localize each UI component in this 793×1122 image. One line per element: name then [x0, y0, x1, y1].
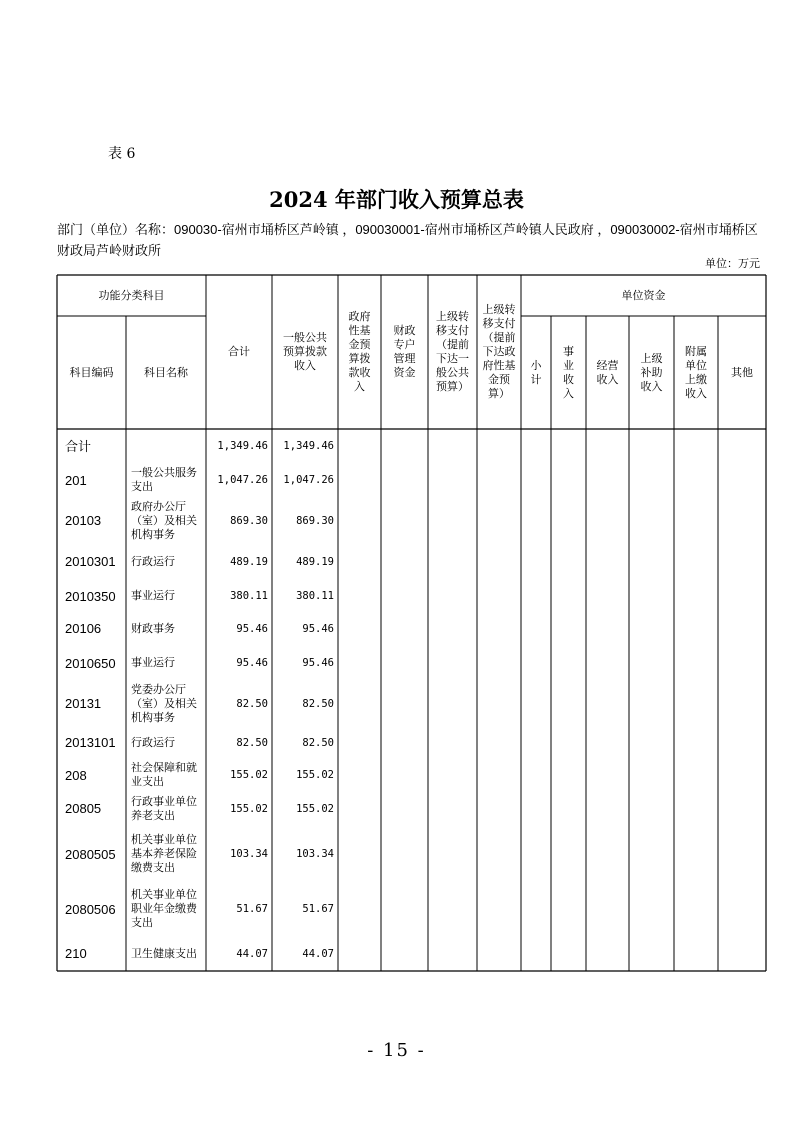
- header-subject-name: 科目名称: [144, 365, 188, 379]
- row-subject-code: 20106: [65, 621, 102, 636]
- row-general-budget: 155.02: [296, 802, 334, 815]
- row-subject-name: 党委办公厅（室）及相关机构事务: [131, 682, 197, 724]
- row-general-budget: 1,047.26: [283, 474, 334, 486]
- row-subject-name: 行政事业单位养老支出: [131, 794, 197, 822]
- row-subject-name: 政府办公厅（室）及相关机构事务: [131, 499, 197, 541]
- row-subject-code: 208: [65, 767, 87, 783]
- row-subject-code: 210: [65, 946, 87, 961]
- row-total: 1,047.26: [217, 474, 268, 486]
- header-upper-transfer-general: 上级转移支付（提前下达一般公共预算）: [436, 310, 469, 393]
- row-general-budget: 155.02: [296, 769, 334, 781]
- row-subject-name: 卫生健康支出: [131, 946, 197, 960]
- row-subject-name: 机关事业单位基本养老保险缴费支出: [131, 833, 197, 874]
- header-gov-fund: 政府性基金预算拨款收入: [348, 310, 371, 393]
- header-upper-transfer-fund: 上级转移支付（提前下达政府性基金预算）: [482, 303, 516, 400]
- row-subject-name: 事业运行: [131, 589, 175, 602]
- header-operating-income: 经营收入: [596, 358, 619, 386]
- header-subject-code: 科目编码: [69, 365, 114, 379]
- row-subject-code: 20131: [65, 696, 102, 711]
- row-general-budget: 95.46: [302, 622, 334, 635]
- header-upper-subsidy: 上级补助收入: [640, 351, 663, 393]
- row-general-budget: 380.11: [296, 590, 334, 602]
- unit-label: 单位：万元: [705, 257, 760, 270]
- row-subject-name: 社会保障和就业支出: [131, 761, 197, 788]
- row-general-budget: 103.34: [296, 848, 334, 860]
- page-title: 2024 年部门收入预算总表: [269, 187, 524, 212]
- row-subject-code: 合计: [65, 439, 92, 454]
- department-line: 部门（单位）名称：090030-宿州市埇桥区芦岭镇 ，090030001-宿州市埇桥区芦岭镇人民政府 ，090030002-宿州市埇桥区财政局芦岭财政所: [57, 222, 758, 258]
- row-subject-code: 20805: [65, 801, 102, 816]
- row-subject-code: 2080505: [65, 846, 116, 862]
- header-subtotal: 小计: [530, 358, 542, 386]
- row-subject-code: 201: [65, 472, 87, 488]
- page-number: - 15 -: [367, 1040, 426, 1061]
- row-general-budget: 95.46: [302, 657, 334, 669]
- row-subject-name: 机关事业单位职业年金缴费支出: [131, 888, 197, 929]
- row-total: 155.02: [230, 802, 268, 815]
- header-total: 合计: [228, 345, 250, 358]
- header-general-budget: 一般公共预算拨款收入: [283, 331, 327, 372]
- row-subject-name: 行政运行: [131, 554, 175, 568]
- row-total: 103.34: [230, 848, 268, 860]
- row-subject-code: 2013101: [65, 735, 116, 750]
- row-general-budget: 82.50: [302, 697, 334, 710]
- row-total: 155.02: [230, 769, 268, 781]
- row-general-budget: 489.19: [296, 555, 334, 568]
- row-subject-name: 行政运行: [131, 735, 175, 749]
- header-business-income: 事业收入: [563, 344, 574, 400]
- row-total: 380.11: [230, 590, 268, 602]
- row-subject-name: [126, 429, 206, 462]
- row-subject-code: 2080506: [65, 901, 116, 917]
- row-subject-code: 20103: [65, 513, 102, 528]
- row-total: 869.30: [230, 514, 268, 527]
- row-total: 82.50: [236, 697, 268, 710]
- row-total: 51.67: [236, 903, 268, 915]
- row-subject-code: 2010301: [65, 554, 116, 569]
- header-affiliated-income: 附属单位上缴收入: [685, 344, 707, 400]
- row-total: 95.46: [236, 622, 268, 635]
- row-total: 44.07: [236, 947, 268, 960]
- header-unit-funds: 单位资金: [621, 288, 666, 302]
- row-total: 489.19: [230, 555, 268, 568]
- row-general-budget: 869.30: [296, 514, 334, 527]
- row-subject-name: 一般公共服务支出: [131, 466, 197, 493]
- row-subject-code: 2010350: [65, 588, 116, 604]
- table-label: 表 6: [108, 146, 136, 162]
- row-general-budget: 51.67: [302, 903, 334, 915]
- row-subject-code: 2010650: [65, 655, 116, 671]
- header-special-fund: 财政专户管理资金: [393, 324, 416, 379]
- header-function-class: 功能分类科目: [98, 288, 165, 302]
- row-total: 82.50: [236, 736, 268, 749]
- row-total: 95.46: [236, 657, 268, 669]
- row-total: 1,349.46: [217, 439, 268, 452]
- row-subject-name: 财政事务: [131, 621, 175, 635]
- row-general-budget: 82.50: [302, 736, 334, 749]
- row-subject-name: 事业运行: [131, 656, 175, 669]
- row-general-budget: 1,349.46: [283, 439, 334, 452]
- header-other: 其他: [731, 365, 753, 379]
- row-general-budget: 44.07: [302, 947, 334, 960]
